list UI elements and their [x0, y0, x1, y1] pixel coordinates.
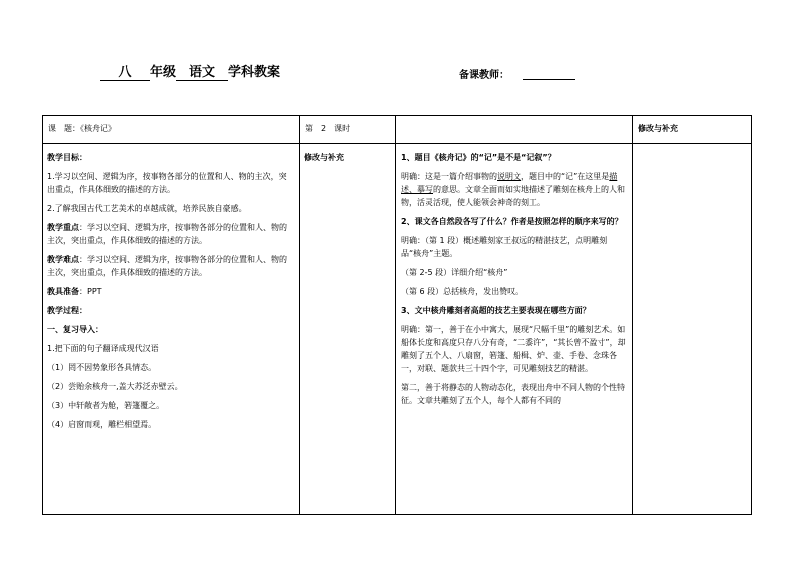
answer-1-text: 的意思。文章全面而如实地描述了雕刻在核舟上的人和物，活灵活现，使人能领会神奇的刻工。 [401, 185, 625, 207]
table-row-divider [42, 143, 752, 144]
sentence-item: （2）尝贻余核舟一,盖大苏泛赤壁云。 [47, 382, 183, 391]
page-title [100, 61, 280, 81]
question-2: 2、课文各自然段各写了什么？作者是按照怎样的顺序来写的？ [401, 217, 623, 226]
question-1: 1、题目《核舟记》的“记”是不是“记叙”？ [401, 153, 556, 162]
goal-item: 1.学习以空间、逻辑为序，按事物各部分的位置和人、物的主次，突出重点，作具体细致的描述的方法。 [47, 172, 287, 194]
teacher-field [459, 66, 575, 81]
answer-1 [401, 170, 627, 209]
table-border-bottom [42, 514, 752, 515]
title-suffix: 学科教案 [228, 65, 281, 80]
key-label: 教学重点 [47, 223, 79, 232]
question-3: 3、文中核舟雕刻者高超的技艺主要表现在哪些方面？ [401, 306, 591, 315]
answer-1-text: 明确：这是一篇介绍事物的 [401, 172, 497, 181]
grade-suffix: 年级 [150, 65, 177, 80]
mid-revise-label: 修改与补充 [304, 153, 344, 162]
difficulty-text: ：学习以空间、逻辑为序，按事物各部分的位置和人、物的主次，突出重点，作具体细致的描述的方法。 [47, 255, 287, 277]
right-column [401, 151, 627, 511]
teaching-aids [47, 285, 294, 298]
teacher-blank [523, 79, 575, 80]
review-heading: 一、复习导入： [47, 325, 103, 334]
key-point [47, 221, 294, 247]
difficulty-label: 教学难点 [47, 255, 79, 264]
answer-2: （第 2-5 段）详细介绍“核舟” [401, 268, 508, 277]
lesson-label: 课 题： [48, 124, 80, 133]
table-col-divider [395, 115, 396, 515]
prep-label: 教具准备 [47, 287, 79, 296]
lesson-period: 第 2 课时 [305, 124, 351, 133]
table-col-divider [299, 115, 300, 515]
answer-2: （第 6 段）总括核舟，发出赞叹。 [401, 287, 524, 296]
sentence-item: （3）中轩敞者为舱，箬篷覆之。 [47, 401, 165, 410]
answer-1-underline: 说明文 [497, 172, 521, 181]
table-border-right [751, 115, 752, 515]
revise-header: 修改与补充 [638, 124, 678, 133]
sentence-item: （1）罔不因势象形各具情态。 [47, 363, 157, 372]
prep-text: ：PPT [79, 287, 102, 296]
key-text: ：学习以空间、逻辑为序，按事物各部分的位置和人、物的主次，突出重点，作具体细致的描述的方法。 [47, 223, 287, 245]
table-border-left [42, 115, 43, 515]
answer-2: 明确：（第 1 段）概述雕刻家王叔远的精湛技艺，点明雕刻品“核舟”主题。 [401, 236, 608, 258]
table-border-top [42, 115, 752, 116]
process-heading: 教学过程： [47, 306, 87, 315]
goal-item: 2.了解我国古代工艺美术的卓越成就，培养民族自豪感。 [47, 204, 247, 213]
table-col-divider [632, 115, 633, 515]
answer-1-text: ，题目中的“记”在这里是 [521, 172, 610, 181]
lesson-plan-table [42, 115, 752, 515]
answer-3: 明确：第一，善于在小中寓大，展现“尺幅千里”的雕刻艺术。如船体长度和高度只存八分有奇，“二黍许”，“其长曾不盈寸”，却雕刻了五个人、八扇窗，箬篷、船楫、炉、壶、手卷、念珠各一，对联、题款共三十四个字，可见雕刻技艺的精湛。 [401, 325, 626, 373]
goals-heading: 教学目标： [47, 153, 87, 162]
answer-1-underline: 描述、摹写 [401, 172, 618, 194]
answer-3: 第二，善于将静态的人物动态化，表现出舟中不同人物的个性特征。文章共雕刻了五个人，每个人都有不同的 [401, 383, 625, 405]
translate-task: 1.把下面的句子翻译成现代汉语 [47, 344, 159, 353]
subject-value: 语文 [176, 61, 228, 81]
grade-value: 八 [100, 61, 150, 81]
difficulty [47, 253, 294, 279]
left-column [47, 151, 294, 437]
lesson-title: 《核舟记》 [80, 124, 116, 133]
sentence-item: （4）启窗而观，雕栏相望焉。 [47, 420, 157, 429]
lesson-topic [48, 123, 116, 134]
teacher-label: 备课教师： [459, 70, 509, 81]
